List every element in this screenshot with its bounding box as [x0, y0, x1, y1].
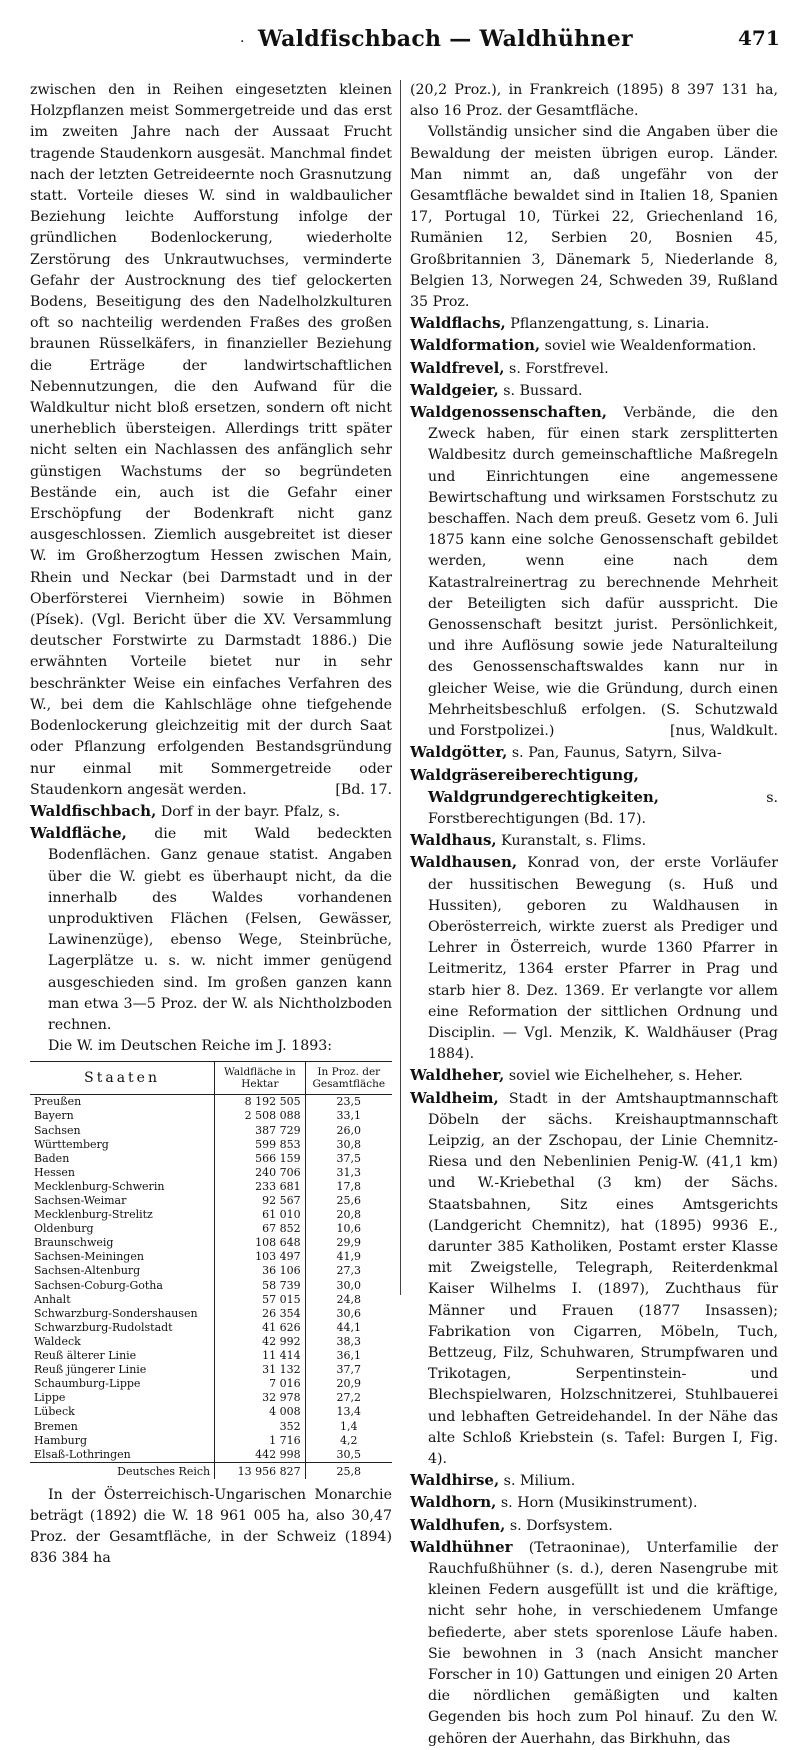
- table-header-row: [30, 1062, 392, 1095]
- state-name: Schwarzburg-Sondershausen: [30, 1307, 215, 1321]
- forest-percent: 23,5: [336, 1095, 362, 1109]
- state-name: Oldenburg: [30, 1222, 215, 1236]
- entry-text: Dorf in der bayr. Pfalz, s.: [156, 803, 341, 820]
- entry-list: [410, 313, 778, 1750]
- forest-percent: 30,6: [336, 1306, 362, 1320]
- forest-area: 57 015: [215, 1293, 306, 1307]
- column-divider: [400, 80, 401, 1295]
- dictionary-entry: [410, 1470, 778, 1492]
- table-row: [30, 1377, 392, 1391]
- right-column: [410, 80, 778, 1750]
- state-name: Schaumburg-Lippe: [30, 1377, 215, 1391]
- headword: Waldhaus,: [410, 831, 497, 850]
- table-row: [30, 1166, 392, 1180]
- table-row: [30, 1095, 392, 1110]
- entry-text: die mit Wald bedeckten Bodenflächen. Ganz genaue statist. Angaben über die W. giebt es überhaupt nicht, da die innerhalb des Waldes vorhandenen unproduktiven Flächen (Felsen, Gewässer, Lawinenzüge), ebenso Wege, Steinbrüche, Lagerplätze u. s. w. nicht immer genügend ausgeschieden sind. Im großen ganzen kann man etwa 3—5 Proz. der W. als Nichtholzboden rechnen.: [48, 826, 392, 1033]
- headword: Waldhorn,: [410, 1493, 497, 1512]
- table-row: [30, 1109, 392, 1123]
- forest-area: 103 497: [215, 1250, 306, 1264]
- forest-percent: 17,8: [336, 1179, 362, 1193]
- table-row: [30, 1180, 392, 1194]
- forest-percent: 33,1: [336, 1109, 362, 1123]
- total-area: 13 956 827: [215, 1462, 306, 1479]
- total-percent: 25,8: [305, 1462, 392, 1479]
- forest-percent: 30,8: [336, 1137, 362, 1151]
- bracket-note: [nus, Waldkult.: [669, 723, 778, 740]
- dictionary-entry: [410, 1492, 778, 1514]
- headword: Waldheim,: [410, 1088, 499, 1107]
- paragraph-austria: In der Österreichisch-Ungarischen Monarchie beträgt (1892) die W. 18 961 005 ha, also 30,47 Proz. der Gesamtfläche, in der Schweiz (1894) 836 384 ha: [30, 1486, 392, 1567]
- state-name: Braunschweig: [30, 1236, 215, 1250]
- headword: Waldfrevel,: [410, 358, 505, 377]
- forest-area: 599 853: [215, 1138, 306, 1152]
- headword: Waldfischbach,: [30, 801, 157, 820]
- forest-percent: 20,8: [336, 1208, 362, 1222]
- entry-text: s. Forstfrevel.: [504, 360, 609, 377]
- table-row: [30, 1236, 392, 1250]
- table-row: [30, 1420, 392, 1434]
- state-name: Lübeck: [30, 1405, 215, 1419]
- forest-area: 8 192 505: [215, 1095, 306, 1110]
- dictionary-entry: [410, 830, 778, 852]
- entry-text: Stadt in der Amtshauptmannschaft Döbeln der sächs. Kreishauptmannschaft Leipzig, an der Zschopau, der Linie Chemnitz-Riesa und den Nebenlinien Penig-W. (41,1 km) und W.-Kriebethal (3 km) der Sächs. Staatsbahnen, Sitz eines Amtsgerichts (Landgericht Chemnitz), hat (1895) 9936 E., darunter 385 Katholiken, Postamt erster Klasse mit Zweigstelle, Telegraph, Reiterdenkmal Kaiser Wilhelms I. (1897), Zuchthaus für Männer und Frauen (1877 Insassen); Fabrikation von Cigarren, Möbeln, Tuch, Bettzeug, Filz, Schuhwaren, Strumpfwaren und Trikotagen, Serpentinstein- und Blechspielwaren, Holzschnitzerei, Stuhlbauerei und lebhaften Getreidehandel. In der Nähe das alte Schloß Kriebstein (s. Tafel: Burgen I, Fig. 4).: [428, 1090, 778, 1467]
- table-row: [30, 1138, 392, 1152]
- dictionary-entry: [410, 335, 778, 357]
- entry-text: s. Forstberechtigungen (Bd. 17).: [428, 789, 778, 827]
- dictionary-entry: [410, 1515, 778, 1537]
- table-row: [30, 1124, 392, 1138]
- forest-area: 36 106: [215, 1264, 306, 1278]
- state-name: Sachsen-Weimar: [30, 1194, 215, 1208]
- paragraph-continued-right: (20,2 Proz.), in Frankreich (1895) 8 397 131 ha, also 16 Proz. der Gesamtfläche.: [410, 82, 778, 120]
- table-row: [30, 1448, 392, 1463]
- forest-percent: 38,3: [336, 1334, 362, 1348]
- entry-text: s. Horn (Musikinstrument).: [496, 1495, 698, 1512]
- forest-area: 61 010: [215, 1208, 306, 1222]
- entry-text: Verbände, die den Zweck haben, für einen stark zersplitterten Waldbesitz durch gemeinschaftliche Maßregeln und Einrichtungen eine angemessene Bewirtschaftung und wirksamen Forstschutz zu beschaffen. Nach dem preuß. Gesetz vom 6. Juli 1875 kann eine solche Genossenschaft gebildet werden, wenn eine nach dem Katastralreinertrag zu berechnende Mehrheit der Beteiligten sich dafür ausspricht. Die Genossenschaft besitzt jurist. Persönlichkeit, und ihre Auflösung sowie jede Naturalteilung des Genossenschaftswaldes kann nur in gleicher Weise, wie die Gründung, durch einen Mehrheitsbeschluß erfolgen. (S. Schutzwald und Forstpolizei.): [428, 405, 778, 740]
- forest-area: 233 681: [215, 1180, 306, 1194]
- forest-percent: 31,3: [336, 1165, 362, 1179]
- forest-percent: 37,5: [336, 1151, 362, 1165]
- state-name: Hessen: [30, 1166, 215, 1180]
- entry-text: Konrad von, der erste Vorläufer der hussitischen Bewegung (s. Huß und Hussiten), geboren zu Waldhausen in Oberösterreich, wirkte zuerst als Prediger und Lehrer in Österreich, wurde 1360 Pfarrer in Leitmeritz, 1364 erster Pfarrer in Prag und starb hier 8. Dez. 1369. Er verlangte vor allem eine Reformation der sittlichen Ordnung und Disciplin. — Vgl. Menzik, K. Waldhäuser (Prag 1884).: [428, 855, 778, 1063]
- state-name: Anhalt: [30, 1293, 215, 1307]
- col-header-area: Waldfläche in Hektar: [215, 1062, 306, 1095]
- headword: Waldhufen,: [410, 1515, 506, 1534]
- forest-percent: 1,4: [340, 1419, 358, 1433]
- table-row: [30, 1335, 392, 1349]
- table-row: [30, 1349, 392, 1363]
- forest-area: 4 008: [215, 1405, 306, 1419]
- headword: Waldhirse,: [410, 1471, 500, 1490]
- forest-area: 7 016: [215, 1377, 306, 1391]
- dictionary-entry: [410, 402, 778, 742]
- state-name: Württemberg: [30, 1138, 215, 1152]
- state-name: Preußen: [30, 1095, 215, 1110]
- table-row: [30, 1222, 392, 1236]
- col-header-states: Staaten: [30, 1062, 215, 1095]
- dictionary-entry: [410, 380, 778, 402]
- state-name: Elsaß-Lothringen: [30, 1448, 215, 1463]
- forest-area: 41 626: [215, 1321, 306, 1335]
- forest-area: 67 852: [215, 1222, 306, 1236]
- state-name: Bremen: [30, 1420, 215, 1434]
- headword: Waldfläche,: [30, 824, 127, 843]
- headword: Waldheher,: [410, 1066, 505, 1085]
- state-name: Sachsen-Coburg-Gotha: [30, 1279, 215, 1293]
- table-intro: Die W. im Deutschen Reiche im J. 1893:: [48, 1038, 333, 1055]
- header-dot: .: [240, 30, 245, 46]
- forest-percent: 27,2: [336, 1391, 362, 1405]
- forest-area: 58 739: [215, 1279, 306, 1293]
- dictionary-entry: [410, 313, 778, 335]
- state-name: Waldeck: [30, 1335, 215, 1349]
- dictionary-entry: [410, 852, 778, 1065]
- forest-percent: 4,2: [340, 1433, 358, 1447]
- entry-text: Pflanzengattung, s. Linaria.: [505, 316, 710, 333]
- state-name: Sachsen-Altenburg: [30, 1264, 215, 1278]
- entry-text: s. Bussard.: [498, 382, 583, 399]
- table-row: [30, 1264, 392, 1278]
- forest-percent: 41,9: [336, 1250, 362, 1264]
- table-body: [30, 1095, 392, 1462]
- forest-percent: 25,6: [336, 1194, 362, 1207]
- state-name: Lippe: [30, 1391, 215, 1405]
- paragraph-continued: zwischen den in Reihen eingesetzten kleinen Holzpflanzen meist Sommergetreide und das erst im zweiten Jahre nach der Aussaat Frucht tragende Staudenkorn ausgesät. Manchmal findet nach der letzten Getreideernte noch Grasnutzung statt. Vorteile dieses W. sind in waldbaulicher Beziehung leichte Aufforstung infolge der gründlichen Bodenlockerung, wiederholte Zerstörung des Unkrautwuchses, verminderte Gefahr der Austrocknung des tief gelockerten Bodens, Beseitigung des den Nadelholzkulturen oft so nachteilig werdenden Fraßes des großen braunen Rüsselkäfers, in finanzieller Beziehung die Erträge der landwirtschaftlichen Nebennutzungen, die den Aufwand für die Waldkultur nicht bloß ersetzen, sondern oft nicht unerheblich übersteigen. Allerdings tritt später nicht selten ein Nachlassen des anfänglich sehr günstigen Wachstums der so begründeten Bestände ein, auch ist die Gefahr einer Erschöpfung der Bodenkraft nicht ganz ausgeschlossen. Ziemlich ausgebreitet ist dieser W. im Großherzogtum Hessen zwischen Main, Rhein und Neckar (bei Darmstadt und in der Oberförsterei Viernheim) sowie in Böhmen (Písek). (Vgl. Bericht über die XV. Versammlung deutscher Forstwirte zu Darmstadt 1886.) Die erwähnten Vorteile bietet nur in sehr beschränkter Weise ein einfaches Verfahren des W., bei dem die Kahlschläge ohne tiefgehende Bodenlockerung gleichzeitig mit der durch Saat oder Pflanzung erfolgenden Bestandsgründung nur einmal mit Sommergetreide oder Staudenkorn angesät werden. [Bd. 17.: [30, 80, 392, 801]
- forest-percent: 24,8: [336, 1292, 362, 1306]
- table-row: [30, 1321, 392, 1335]
- dictionary-entry: [410, 765, 778, 831]
- headword: Waldformation,: [410, 336, 541, 355]
- state-name: Sachsen: [30, 1124, 215, 1138]
- forest-area-table: [30, 1061, 392, 1479]
- state-name: Schwarzburg-Rudolstadt: [30, 1321, 215, 1335]
- headword: Waldhausen,: [410, 853, 518, 872]
- forest-percent: 29,9: [336, 1236, 362, 1250]
- state-name: Bayern: [30, 1109, 215, 1123]
- forest-percent: 27,3: [336, 1264, 362, 1278]
- headword: Waldflachs,: [410, 314, 506, 333]
- page-number: 471: [738, 26, 780, 50]
- dictionary-entry: [410, 1537, 778, 1750]
- state-name: Reuß jüngerer Linie: [30, 1363, 215, 1377]
- forest-percent: 30,5: [336, 1447, 362, 1461]
- state-name: Hamburg: [30, 1434, 215, 1448]
- table-row: [30, 1152, 392, 1166]
- forest-area: 26 354: [215, 1307, 306, 1321]
- forest-percent: 26,0: [336, 1123, 362, 1137]
- forest-area: 108 648: [215, 1236, 306, 1250]
- forest-percent: 13,4: [336, 1405, 362, 1419]
- entry-text: s. Dorfsystem.: [505, 1517, 613, 1534]
- page-header: [0, 0, 800, 52]
- table-row: [30, 1307, 392, 1321]
- headword: Waldgötter,: [410, 743, 508, 762]
- table-row: [30, 1391, 392, 1405]
- paragraph-europe: Vollständig unsicher sind die Angaben über die Bewaldung der meisten übrigen europ. Länder. Man nimmt an, daß ungefähr von der Gesamtfläche bewaldet sind in Italien 18, Spanien 17, Portugal 10, Türkei 22, Griechenland 16, Rumänien 12, Serbien 20, Bosnien 45, Großbritannien 3, Dänemark 5, Niederlande 8, Belgien 13, Norwegen 24, Schweden 39, Rußland 35 Proz.: [410, 124, 778, 311]
- headword: Waldhühner: [410, 1537, 513, 1556]
- entry-text: Kuranstalt, s. Flims.: [496, 833, 647, 850]
- forest-area: 2 508 088: [215, 1109, 306, 1123]
- forest-area: 32 978: [215, 1391, 306, 1405]
- dictionary-entry: [410, 1065, 778, 1087]
- entry-text: soviel wie Eichelheher, s. Heher.: [504, 1068, 743, 1085]
- forest-area: 1 716: [215, 1434, 306, 1448]
- table-row: [30, 1250, 392, 1264]
- table-row: [30, 1194, 392, 1208]
- forest-area: 31 132: [215, 1363, 306, 1377]
- forest-area: 442 998: [215, 1448, 306, 1463]
- entry-text: (Tetraoninae), Unterfamilie der Rauchfußhühner (s. d.), deren Nasengrube mit kleinen Federn ausgefüllt ist und die kräftige, nicht sehr hohe, in verschiedenem Umfange befiederte, aber stets sporenlose Läufe haben. Sie bewohnen in 3 (nach Ansicht mancher Forscher in 10) Gattungen und einigen 20 Arten die nördlichen gemäßigten und kalten Gegenden bis hoch zum Pol hinauf. Zu den W. gehören der Auerhahn, das Birkhuhn, das: [428, 1539, 778, 1747]
- table-total-row: [30, 1462, 392, 1479]
- forest-percent: 10,6: [336, 1222, 362, 1236]
- entry-text: soviel wie Wealdenformation.: [540, 338, 757, 355]
- running-title: Waldfischbach — Waldhühner: [258, 26, 633, 52]
- forest-area: 352: [215, 1420, 306, 1434]
- dictionary-entry: [410, 1088, 778, 1471]
- state-name: Mecklenburg-Strelitz: [30, 1208, 215, 1222]
- forest-area: 240 706: [215, 1166, 306, 1180]
- forest-area: 11 414: [215, 1349, 306, 1363]
- table-row: [30, 1405, 392, 1419]
- dictionary-entry: [410, 358, 778, 380]
- forest-area: 92 567: [215, 1194, 306, 1208]
- forest-percent: 36,1: [336, 1349, 362, 1363]
- forest-percent: 20,9: [336, 1377, 362, 1391]
- state-name: Sachsen-Meiningen: [30, 1250, 215, 1264]
- table-row: [30, 1434, 392, 1448]
- state-name: Mecklenburg-Schwerin: [30, 1180, 215, 1194]
- headword: Waldgeier,: [410, 380, 499, 399]
- entry-waldflaeche: [30, 823, 392, 1036]
- forest-area: 387 729: [215, 1124, 306, 1138]
- forest-area: 566 159: [215, 1152, 306, 1166]
- table-row: [30, 1363, 392, 1377]
- headword: Waldgenossenschaften,: [410, 403, 607, 422]
- table-row: [30, 1208, 392, 1222]
- left-column: [30, 80, 392, 1570]
- col-header-percent: In Proz. der Gesamtfläche: [305, 1062, 392, 1095]
- entry-text: s. Pan, Faunus, Satyrn, Silva-: [507, 745, 722, 762]
- table-row: [30, 1279, 392, 1293]
- dictionary-entry: [410, 742, 778, 764]
- entry-waldfischbach: [30, 801, 392, 823]
- total-label: Deutsches Reich: [30, 1462, 215, 1479]
- forest-area: 42 992: [215, 1335, 306, 1349]
- forest-percent: 30,0: [336, 1278, 362, 1292]
- entry-text: s. Milium.: [499, 1473, 576, 1490]
- state-name: Baden: [30, 1152, 215, 1166]
- bracket-note: [Bd. 17.: [335, 781, 392, 798]
- state-name: Reuß älterer Linie: [30, 1349, 215, 1363]
- forest-percent: 44,1: [336, 1320, 362, 1334]
- headword: Waldgräsereiberechtigung, Waldgrundgerechtigkeiten,: [410, 765, 660, 806]
- forest-percent: 37,7: [336, 1363, 362, 1377]
